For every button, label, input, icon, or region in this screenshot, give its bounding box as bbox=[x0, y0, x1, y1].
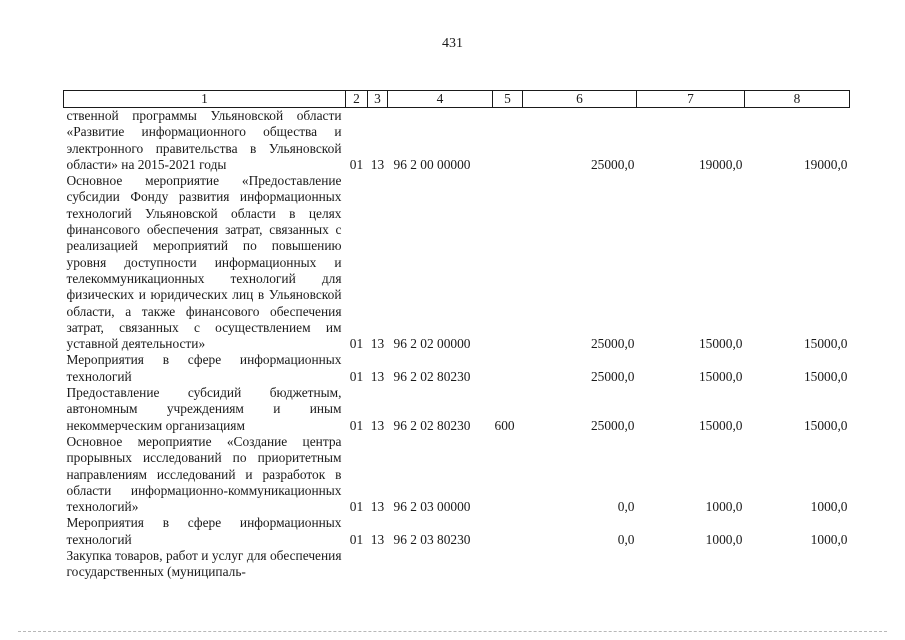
row-amount-7 bbox=[637, 548, 745, 581]
row-amount-7: 15000,0 bbox=[698, 417, 743, 433]
row-name: ственной программы Ульяновской области «Развитие информационного общества и электронного правительства в Ульяновской области» на 2015-2021 годы bbox=[66, 108, 342, 172]
row-expense-type bbox=[493, 173, 523, 352]
row-amount-6: 25000,0 bbox=[590, 156, 635, 172]
table-row bbox=[64, 434, 850, 515]
scan-edge-divider bbox=[18, 631, 887, 632]
row-amount-6: 25000,0 bbox=[590, 417, 635, 433]
row-section: 01 bbox=[349, 499, 364, 515]
row-target-code: 96 2 00 00000 bbox=[393, 156, 471, 172]
row-section: 01 bbox=[349, 156, 364, 172]
row-target-code: 96 2 03 00000 bbox=[393, 499, 471, 515]
row-section: 01 bbox=[349, 368, 364, 384]
row-amount-7: 15000,0 bbox=[698, 368, 743, 384]
row-expense-type: 600 bbox=[494, 417, 515, 433]
row-amount-7: 1000,0 bbox=[705, 531, 743, 547]
row-amount-8: 1000,0 bbox=[810, 499, 848, 515]
column-number-header: 3 bbox=[368, 91, 388, 108]
row-section: 01 bbox=[349, 417, 364, 433]
row-amount-8: 15000,0 bbox=[803, 336, 848, 352]
column-number-header: 1 bbox=[64, 91, 346, 108]
row-target-code bbox=[388, 548, 493, 581]
table-row bbox=[64, 352, 850, 385]
row-expense-type bbox=[493, 352, 523, 385]
row-amount-8 bbox=[745, 548, 850, 581]
row-section: 01 bbox=[349, 336, 364, 352]
row-name: Мероприятия в сфере информационных технологий bbox=[66, 515, 342, 547]
row-subsection: 13 bbox=[370, 531, 385, 547]
row-name: Основное мероприятие «Предоставление субсидии Фонду развития информационных технологий Ульяновской области в целях финансового обеспечения затрат, связанных с реализацией мероприятий по повышению уровня доступности информационных и телекоммуникационных технологий для физических и юридических лиц в Ульяновской области, а также финансового обеспечения затрат, связанных с осуществлением им уставной деятельности» bbox=[66, 173, 342, 352]
row-subsection: 13 bbox=[370, 499, 385, 515]
row-amount-8: 15000,0 bbox=[803, 417, 848, 433]
row-name: Предоставление субсидий бюджетным, автономным учреждениям и иным некоммерческим организациям bbox=[66, 385, 342, 433]
column-number-header: 8 bbox=[745, 91, 850, 108]
row-amount-7: 1000,0 bbox=[705, 499, 743, 515]
row-amount-6 bbox=[523, 548, 637, 581]
table-row bbox=[64, 515, 850, 548]
row-amount-7: 15000,0 bbox=[698, 336, 743, 352]
row-amount-6: 25000,0 bbox=[590, 368, 635, 384]
row-subsection: 13 bbox=[370, 368, 385, 384]
column-number-header: 4 bbox=[388, 91, 493, 108]
row-section: 01 bbox=[349, 531, 364, 547]
row-expense-type bbox=[493, 434, 523, 515]
row-name: Закупка товаров, работ и услуг для обеспечения государственных (муниципаль- bbox=[66, 548, 342, 580]
row-amount-7: 19000,0 bbox=[698, 156, 743, 172]
row-subsection bbox=[368, 548, 388, 581]
row-amount-6: 0,0 bbox=[617, 531, 635, 547]
row-amount-6: 25000,0 bbox=[590, 336, 635, 352]
table-row bbox=[64, 108, 850, 174]
column-number-header: 6 bbox=[523, 91, 637, 108]
row-name: Мероприятия в сфере информационных технологий bbox=[66, 352, 342, 384]
column-number-row bbox=[64, 91, 850, 108]
column-number-header: 7 bbox=[637, 91, 745, 108]
row-target-code: 96 2 02 00000 bbox=[393, 336, 471, 352]
row-target-code: 96 2 02 80230 bbox=[393, 417, 471, 433]
row-subsection: 13 bbox=[370, 336, 385, 352]
budget-table bbox=[63, 90, 850, 581]
row-target-code: 96 2 02 80230 bbox=[393, 368, 471, 384]
row-name: Основное мероприятие «Создание центра прорывных исследований по приоритетным направлениям исследований и разработок в области информационно-коммуникационных технологий» bbox=[66, 433, 342, 515]
column-number-header: 5 bbox=[493, 91, 523, 108]
row-expense-type bbox=[493, 548, 523, 581]
row-target-code: 96 2 03 80230 bbox=[393, 531, 471, 547]
table-row bbox=[64, 548, 850, 581]
row-expense-type bbox=[493, 108, 523, 174]
row-expense-type bbox=[493, 515, 523, 548]
row-subsection: 13 bbox=[370, 156, 385, 172]
row-amount-8: 1000,0 bbox=[810, 531, 848, 547]
row-amount-8: 15000,0 bbox=[803, 368, 848, 384]
row-amount-8: 19000,0 bbox=[803, 156, 848, 172]
row-section bbox=[346, 548, 368, 581]
table-row bbox=[64, 385, 850, 434]
column-number-header: 2 bbox=[346, 91, 368, 108]
page-number: 431 bbox=[442, 36, 463, 51]
row-amount-6: 0,0 bbox=[617, 499, 635, 515]
row-subsection: 13 bbox=[370, 417, 385, 433]
table-row bbox=[64, 173, 850, 352]
